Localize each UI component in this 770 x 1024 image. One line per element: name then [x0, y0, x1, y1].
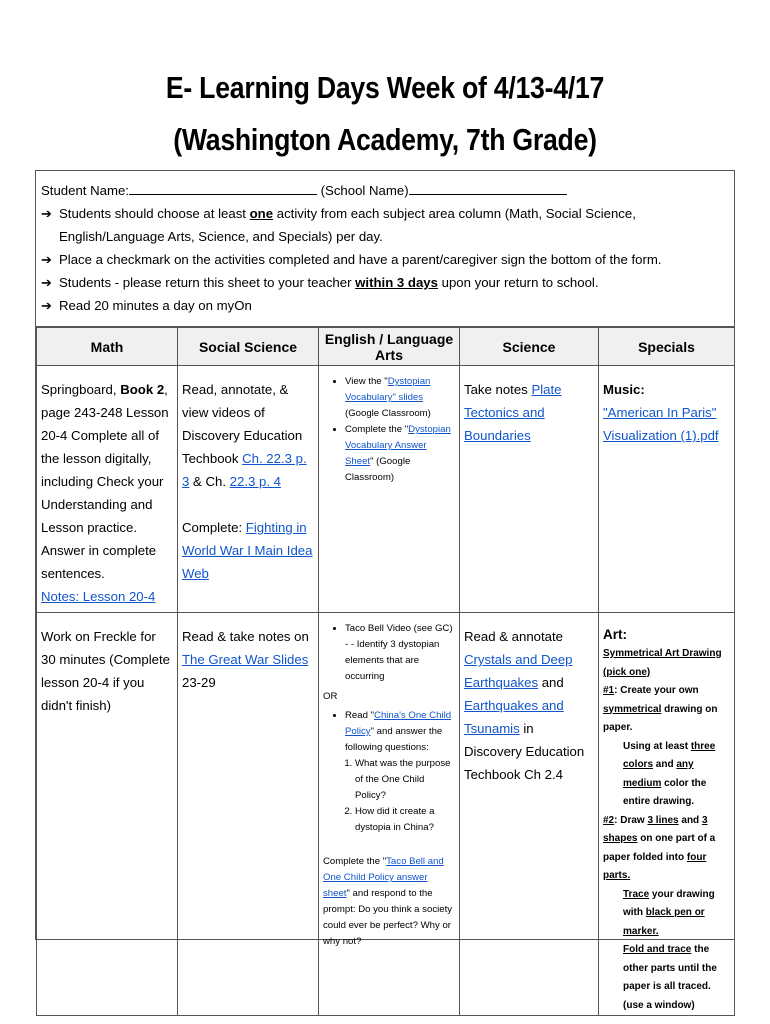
plate-tectonics-link[interactable]: Plate Tectonics and Boundaries: [464, 382, 562, 443]
arrow-icon: ➔: [41, 298, 53, 313]
assignment-sheet: [35, 170, 735, 1011]
page-title: E- Learning Days Week of 4/13-4/17: [165, 70, 605, 105]
notes-link[interactable]: Notes: Lesson 20-4: [41, 589, 156, 604]
science-cell-1: Take notes Plate Tectonics and Boundaries: [460, 366, 599, 613]
answer-sheet-link[interactable]: Taco Bell and One Child Policy answer sheet: [323, 856, 444, 899]
dystopian-slides-link[interactable]: Dystopian Vocabulary" slides: [345, 376, 431, 403]
instruction-bullet: ➔ Students should choose at least one activity from each subject area column (Math, Social Science, English/Language Arts, Science, and Specials) per day.: [41, 202, 730, 248]
specials-cell-2: Art: Symmetrical Art Drawing (pick one) #1: Create your own symmetrical drawing on paper. Using at least three colors and any medium color the entire drawing. #2: Draw 3 lines and 3 shapes on one part of a paper folded into four parts. Trace your drawing with black pen or marker. Fold and trace the other parts until the paper is all traced. (use a window): [599, 613, 735, 1016]
ch-22-3-p3-link[interactable]: Ch. 22.3 p. 3: [182, 451, 307, 489]
activities-table: [36, 327, 735, 1016]
crystals-link[interactable]: Crystals and Deep Earthquakes: [464, 652, 573, 690]
header-science: Science: [460, 328, 599, 366]
arrow-icon: ➔: [41, 275, 53, 290]
ch-22-3-p4-link[interactable]: 22.3 p. 4: [229, 474, 281, 489]
header-math: Math: [37, 328, 178, 366]
arrow-icon: ➔: [41, 252, 53, 267]
name-line: Student Name: (School Name): [41, 179, 730, 202]
school-name-blank: [409, 180, 567, 195]
main-idea-web-link[interactable]: Fighting in World War I Main Idea Web: [182, 520, 313, 581]
american-in-paris-link[interactable]: "American In Paris" Visualization (1).pdf: [603, 405, 719, 443]
ela-complete-text: Complete the "Taco Bell and One Child Policy answer sheet" and respond to the prompt: Do you think a society could ever be perfect? Why or why not?: [323, 856, 453, 947]
list-item: • Read "China's One Child Policy" and answer the following questions:: [345, 708, 456, 756]
list-item: • View the "Dystopian Vocabulary" slides (Google Classroom): [345, 374, 456, 422]
header-ela: English / Language Arts: [319, 328, 460, 366]
question-item: 2. How did it create a dystopia in China?: [355, 804, 456, 836]
one-child-policy-link[interactable]: China's One Child Policy: [345, 710, 452, 737]
page-subtitle: (Washington Academy, 7th Grade): [173, 122, 597, 157]
arrow-icon: ➔: [41, 206, 53, 221]
science-cell-2: Read & annotate Crystals and Deep Earthquakes and Earthquakes and Tsunamis in Discovery Education Techbook Ch 2.4: [460, 613, 599, 1016]
list-item: • Complete the "Dystopian Vocabulary Answer Sheet" (Google Classroom): [345, 422, 456, 486]
math-cell-2: Work on Freckle for 30 minutes (Complete lesson 20-4 if you didn't finish): [37, 613, 178, 1016]
instructions: [36, 171, 734, 327]
great-war-slides-link[interactable]: The Great War Slides: [182, 652, 309, 667]
social-science-cell-1: Read, annotate, & view videos of Discovery Education Techbook Ch. 22.3 p. 3 & Ch. 22.3 p. 4 Complete: Fighting in World War I Main Idea Web: [178, 366, 319, 613]
student-name-blank: [129, 180, 317, 195]
instruction-bullet: ➔ Students - please return this sheet to your teacher within 3 days upon your return to school.: [41, 271, 730, 294]
ela-cell-1: [319, 366, 460, 613]
header-social-science: Social Science: [178, 328, 319, 366]
list-item: • Taco Bell Video (see GC) - - Identify 3 dystopian elements that are occurring: [345, 621, 456, 685]
question-item: 1. What was the purpose of the One Child Policy?: [355, 756, 456, 804]
math-cell-1: Springboard, Book 2, page 243-248 Lesson 20-4 Complete all of the lesson digitally, including Check your Understanding and Lesson practice. Answer in complete sentences. Notes: Lesson 20-4: [37, 366, 178, 613]
instruction-bullet: ➔ Read 20 minutes a day on myOn: [41, 294, 730, 317]
ela-cell-2: • Taco Bell Video (see GC) - - Identify 3 dystopian elements that are occurring OR • Read "China's One Child Policy" and answer the following questions: 1. What was the purpose of the One Child Policy? 2. How did it create a dystopia in China? Complete the "Taco Bell and One Child Policy answer sheet" and respond to the prompt: Do you think a society could ever be perfect? Why or why not?: [319, 613, 460, 1016]
instruction-bullet: ➔ Place a checkmark on the activities completed and have a parent/caregiver sign the bottom of the form.: [41, 248, 730, 271]
header-specials: Specials: [599, 328, 735, 366]
dystopian-answer-sheet-link[interactable]: Dystopian Vocabulary Answer Sheet: [345, 424, 451, 467]
specials-cell-1: Music: "American In Paris" Visualization (1).pdf: [599, 366, 735, 613]
earthquakes-tsunamis-link[interactable]: Earthquakes and Tsunamis: [464, 698, 564, 736]
social-science-cell-2: Read & take notes on The Great War Slides 23-29: [178, 613, 319, 1016]
